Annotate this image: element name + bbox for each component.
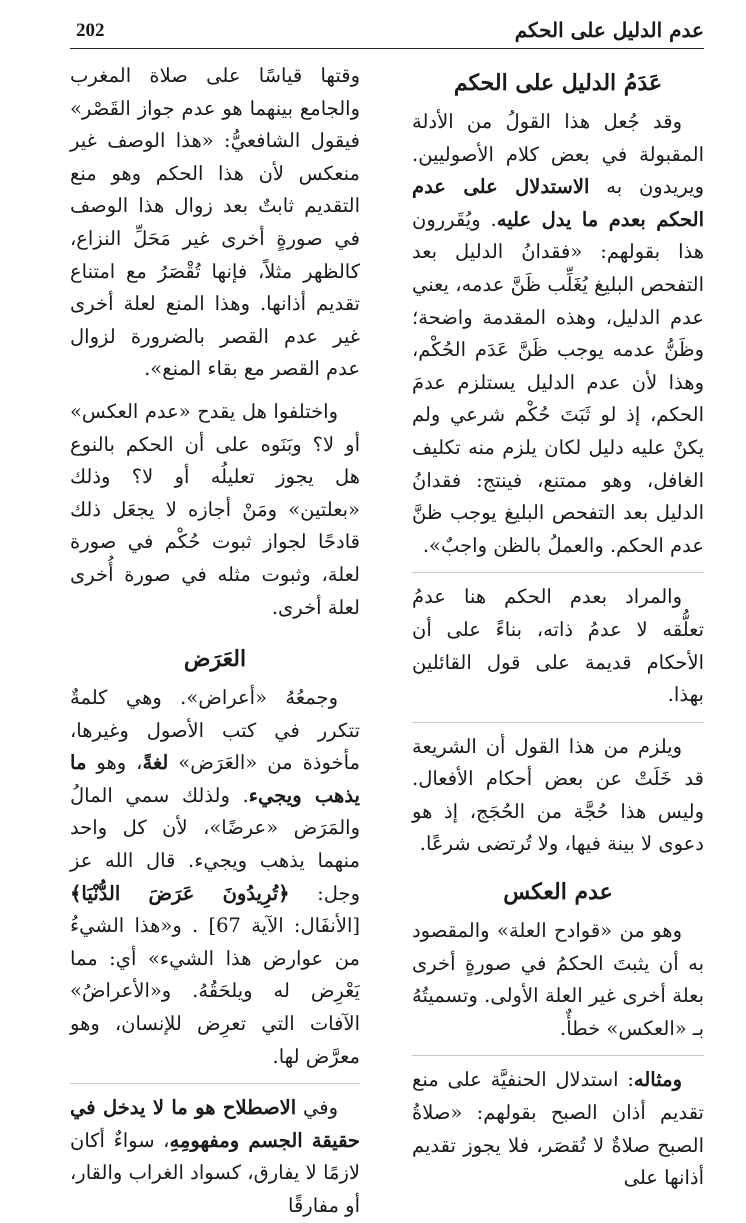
text-run: . ويُقَررون هذا بقولهم: «فقدانُ الدليل بعد التفحص البليغ يُغَلِّب ظَنَّ عدمه، يعني عدم الدليل، وهذه المقدمة واضحة؛ وظَنُّ عدمه يوجب ظَنَّ عَدَم الحُكْم، وهذا لأن عدم الدليل يستلزم عدمَ الحكم، إذ لو ثَبَتَ حُكْم شرعي ولم يكنْ عليه دليل لكان يلزم منه تكليف الغافل، وهو ممتنع، فينتج: فقدانُ الدليل بعد التفحص البليغ يوجب ظنَّ عدم الحكم. والعملُ بالظن واجبٌ».	[412, 207, 704, 557]
text-run: ، وهو	[86, 751, 143, 775]
text-run: ، سواءٌ أكان لازمًا لا يفارق، كسواد الغراب والقار، أو مفارقًا	[70, 1128, 360, 1217]
section-title-absence-of-inverse: عدم العكس	[503, 879, 613, 906]
bold-term: ومثاله	[633, 1068, 682, 1092]
running-head: عدم الدليل على الحكم	[514, 18, 704, 42]
divider	[412, 722, 704, 723]
left-column	[70, 60, 360, 1223]
paragraph: ويلزم من هذا القول أن الشريعة قد خَلَتْ عن بعض أحكام الأفعال. وليس هذا حُجَّة من الحُجَج، إذ هو دعوى لا بينة فيها، ولا تُرتضى شرعًا.	[412, 734, 704, 856]
text-run: وقد جُعل هذا القولُ من الأدلة المقبولة في بعض كلام الأصوليين. ويريدون به	[412, 110, 704, 199]
text-run: وفي	[296, 1096, 338, 1120]
bold-term: ما يذهب ويجيء	[70, 751, 360, 807]
text-run: : استدلال الحنفيَّة على منع تقديم أذان الصبح بقولهم: «صلاةُ الصبح صلاةٌ لا تُقصَر، فلا يجوز تقديم أذانها على	[412, 1068, 704, 1190]
paragraph	[412, 106, 704, 562]
text-run: . ولذلك سمي المالُ والمَرَض «عرضًا»، لأن كل واحد منهما يذهب ويجيء. قال الله عز وجل:	[70, 783, 360, 905]
page-header	[70, 12, 704, 49]
paragraph: وهو من «قوادح العلة» والمقصود به أن يثبتَ الحكمُ في صورةٍ أخرى بعلة أخرى غير العلة الأولى. وتسميتُهُ بـ «العكس» خطأٌ.	[412, 919, 704, 1040]
divider	[70, 1083, 360, 1084]
paragraph	[70, 1092, 360, 1222]
paragraph	[70, 682, 360, 1073]
divider	[412, 1055, 704, 1056]
section-title-absence-of-evidence: عَدَمُ الدليل على الحكم	[453, 70, 663, 96]
bold-term: الاصطلاح هو ما لا يدخل في حقيقة الجسم ومفهومِهِ	[70, 1096, 360, 1152]
divider	[412, 572, 704, 573]
bold-term: الاستدلال على عدم الحكم بعدم ما يدل عليه	[412, 175, 704, 231]
paragraph: واختلفوا هل يقدح «عدم العكس» أو لا؟ وبَنَوه على أن الحكم بالنوع هل يجوز تعليلُه أو لا؟ وذلك «بعلتين» ومَنْ أجازه لا يجعَل ذلك قادحًا لجواز ثبوت حُكْم في صورة لعلة، وثبوت مثله في صورة أُخرى لعلة أخرى.	[70, 399, 360, 619]
paragraph: وقتها قياسًا على صلاة المغرب والجامع بينهما هو عدم جواز القَصْر» فيقول الشافعيُّ: «هذا الوصف غير منعكس لأن هذا الحكم وهو منع التقديم ثابتٌ بعد زوال هذا الوصف في صورةٍ أخرى غير مَحَلِّ النزاع، كالظهر مثلاً، فإنها تُقْصَرُ مع امتناع تقديم أذانها. وهذا المنع لعلة أخرى غير عدم القصر بالضرورة لزوال عدم القصر مع بقاء المنع».	[70, 64, 360, 381]
paragraph: والمراد بعدم الحكم هنا عدمُ تعلُّقه لا عدمُ ذاته، بناءً على أن الأحكام قديمة على قول القائلين بهذا.	[412, 585, 704, 707]
text-run: [الأنفَال: الآية 67] . و«هذا الشيءُ من عوارض هذا الشيء» أي: مما يَعْرِض له ويلحَقُهُ. و«الأعراضُ» الآفات التي تعرِض للإنسان، وهو معرَّض لها.	[70, 914, 361, 1068]
page-number: 202	[76, 20, 105, 41]
text-run: وجمعُهُ «أعراض». وهي كلمةٌ تتكرر في كتب الأصول وغيرها، مأخوذة من «العَرَض»	[70, 686, 360, 775]
bold-term: لغةً	[142, 751, 169, 775]
section-title-accident: العَرَض	[183, 646, 247, 673]
quran-verse: ﴿تُرِيدُونَ عَرَضَ الدُّنْيَا﴾	[70, 881, 290, 905]
paragraph	[412, 1064, 704, 1194]
right-column	[412, 60, 704, 1195]
